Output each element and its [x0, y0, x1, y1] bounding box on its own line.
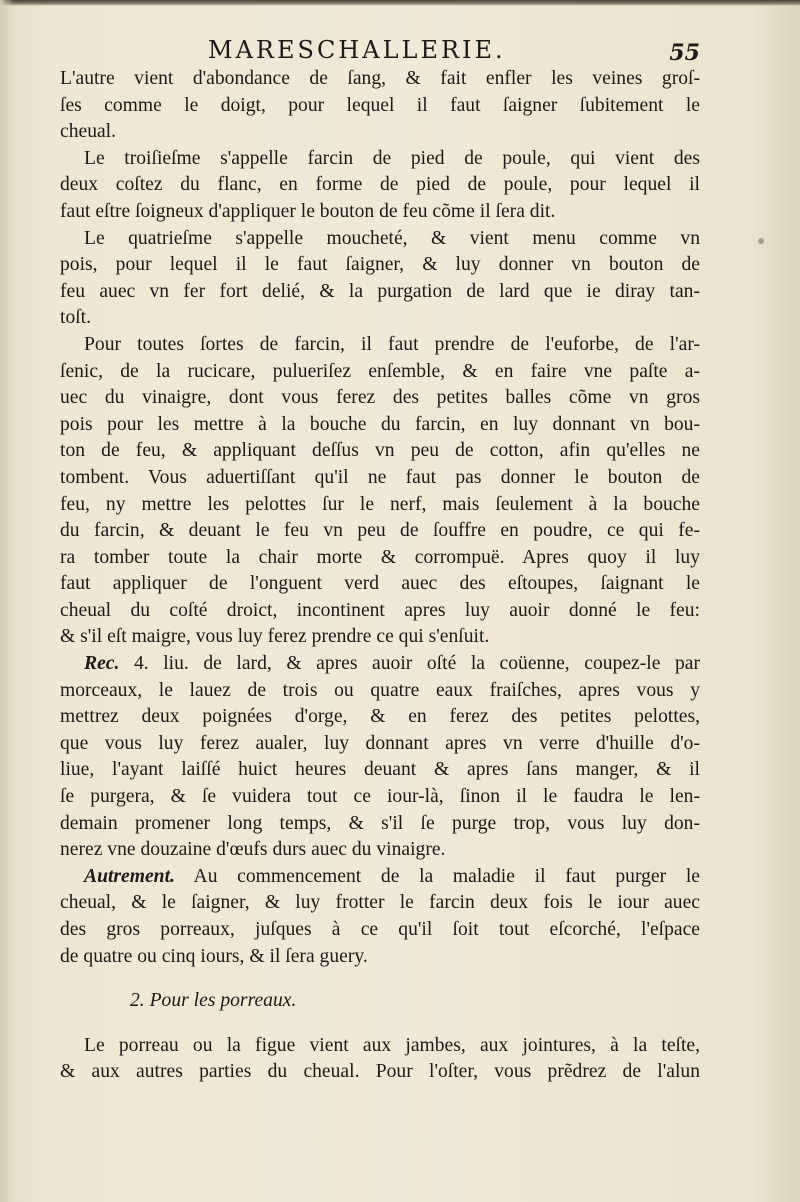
text-line: ton de feu, & appliquant deſſus vn peu de cotton, afin qu'elles ne — [60, 440, 700, 462]
text-line: ra tomber toute la chair morte & corrompuë. Apres quoy il luy — [60, 546, 700, 568]
recipe-first-line: 4. liu. de lard, & apres auoir oſté la coüenne, coupez-le par — [133, 653, 701, 675]
text-line: Le quatrieſme s'appelle moucheté, & vient menu comme vn — [84, 227, 700, 249]
text-line: liue, l'ayant laiſſé huict heures deuant & apres ſans manger, & il — [60, 759, 700, 781]
text-line — [60, 864, 700, 891]
running-title: MARESCHALLERIE. — [208, 36, 506, 64]
text-line: & aux autres parties du cheual. Pour l'oſter, vous prẽdrez de l'alun — [60, 1061, 700, 1083]
page-top-edge — [0, 0, 800, 6]
page-gutter-shadow — [0, 0, 14, 1202]
paragraph-3 — [60, 226, 700, 332]
recipe-paragraph — [60, 651, 700, 864]
alternative-first-line: Au commencement de la maladie il faut purger le — [193, 865, 700, 887]
paragraph-1 — [60, 66, 700, 146]
text-line: feu auec vn fer fort delié, & la purgation de lard que ie diray tan- — [60, 280, 700, 302]
page-number: 55 — [669, 40, 700, 66]
text-line: de quatre ou cinq iours, & il ſera guery. — [60, 945, 368, 967]
text-line: ſenic, de la rucicare, pulueriſez enſemble, & en faire vne paſte a- — [60, 360, 700, 382]
alternative-paragraph — [60, 864, 700, 970]
text-line: ſe purgera, & ſe vuidera tout ce iour-là, ſinon il le faudra le len- — [60, 786, 700, 808]
text-line: demain promener long temps, & s'il ſe purge trop, vous luy don- — [60, 812, 700, 834]
final-paragraph — [60, 1033, 700, 1086]
text-line: que vous luy ferez aualer, luy donnant apres vn verre d'huille d'o- — [60, 732, 700, 754]
text-line: cheual. — [60, 121, 117, 143]
text-line: faut eſtre ſoigneux d'appliquer le bouton de feu cõme il ſera dit. — [60, 200, 556, 222]
text-line: cheual, & le ſaigner, & luy frotter le farcin deux fois le iour auec — [60, 892, 700, 914]
text-line: Le porreau ou la figue vient aux jambes, aux jointures, à la teſte, — [84, 1034, 700, 1056]
text-line: faut appliquer de l'onguent verd auec des eſtoupes, ſaignant le — [60, 573, 700, 595]
text-line: mettrez deux poignées d'orge, & en ferez des petites pelottes, — [60, 706, 700, 728]
text-line: Le troiſieſme s'appelle farcin de pied de poule, qui vient des — [84, 147, 700, 169]
text-line: toſt. — [60, 307, 92, 329]
text-line: & s'il eſt maigre, vous luy ferez prendre ce qui s'enſuit. — [60, 626, 490, 648]
text-line — [60, 651, 700, 678]
text-line: nerez vne douzaine d'œufs durs auec du vinaigre. — [60, 839, 446, 861]
text-line: pois pour les mettre à la bouche du farcin, en luy donnant vn bou- — [60, 413, 700, 435]
text-line: feu, ny mettre les pelottes ſur le nerf, mais ſeulement à la bouche — [60, 493, 700, 515]
body-text — [60, 66, 700, 1086]
text-line: uec du vinaigre, dont vous ferez des petites balles cõme vn gros — [60, 387, 700, 409]
ink-spot — [758, 238, 764, 244]
text-line: du farcin, & deuant le feu vn peu de ſouffre en poudre, ce qui fe- — [60, 520, 700, 542]
section-heading: 2. Pour les porreaux. — [130, 990, 297, 1012]
text-line: pois, pour lequel il le faut ſaigner, & luy donner vn bouton de — [60, 254, 700, 276]
text-line: des gros porreaux, juſques à ce qu'il ſoit tout eſcorché, l'eſpace — [60, 919, 700, 940]
text-line: morceaux, le lauez de trois ou quatre eaux fraiſches, apres vous y — [60, 679, 700, 701]
text-line: deux coſtez du flanc, en forme de pied de poule, pour lequel il — [60, 174, 700, 196]
text-line: L'autre vient d'abondance de ſang, & fait enfler les veines groſ- — [60, 68, 700, 89]
text-line: tombent. Vous aduertiſſant qu'il ne faut pas donner le bouton de — [60, 466, 700, 488]
recipe-label: Rec. — [84, 653, 120, 675]
paragraph-2 — [60, 146, 700, 226]
alternative-label: Autrement. — [84, 865, 175, 887]
paragraph-4 — [60, 332, 700, 651]
text-line: ſes comme le doigt, pour lequel il faut ſaigner ſubitement le — [60, 94, 700, 116]
text-line: Pour toutes ſortes de farcin, il faut prendre de l'euforbe, de l'ar- — [84, 333, 700, 355]
text-line: cheual du coſté droict, incontinent apres luy auoir donné le feu: — [60, 599, 700, 621]
